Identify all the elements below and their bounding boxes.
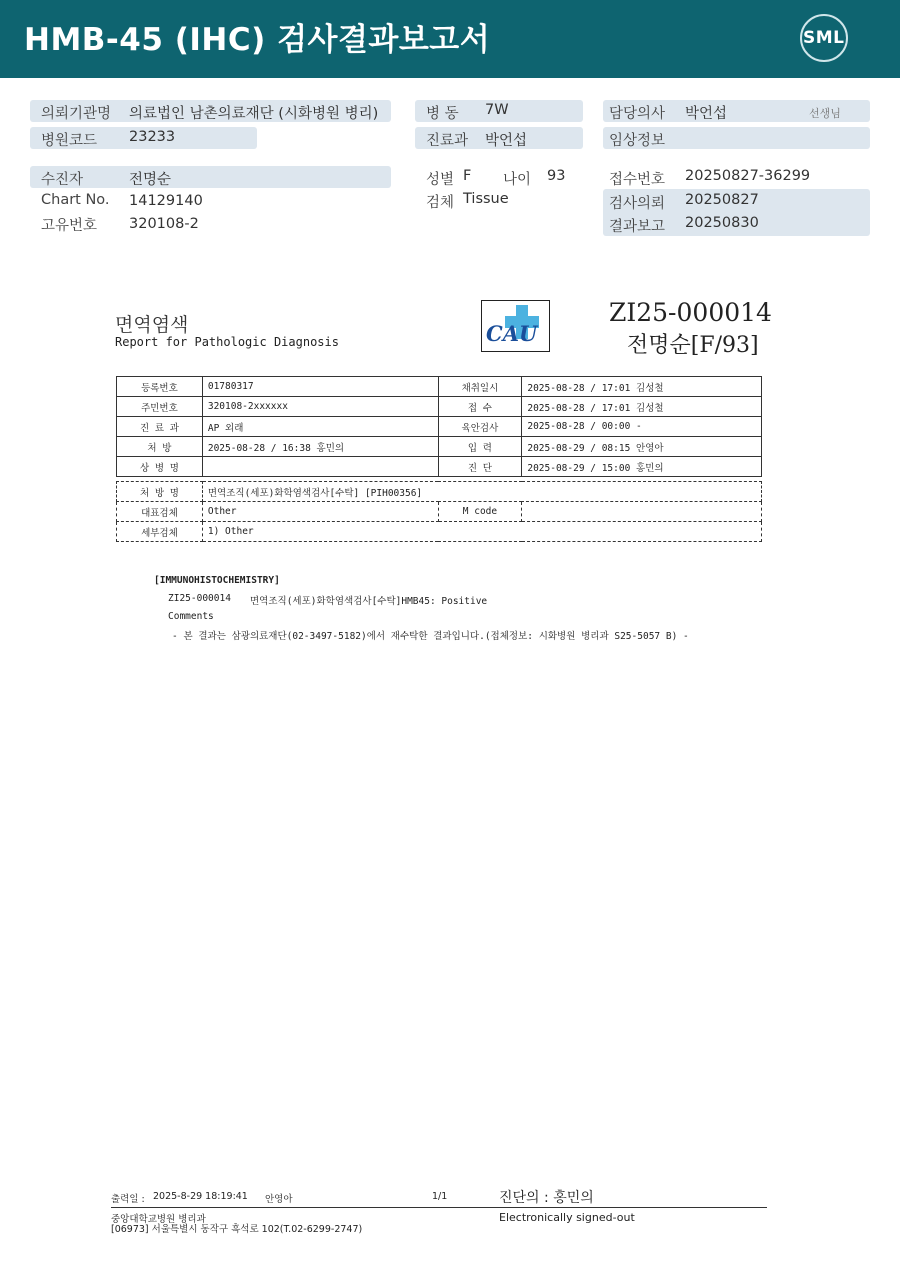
table-cell: 면역조직(세포)화학염색검사[수탁] [PIH00356] <box>202 482 761 502</box>
table-cell: 2025-08-29 / 08:15 안영아 <box>522 437 762 457</box>
cau-logo <box>481 300 550 352</box>
ward-value: 7W <box>485 102 509 118</box>
print-date: 2025-8-29 18:19:41 <box>153 1191 248 1202</box>
table-cell: 320108-2xxxxxx <box>202 397 438 417</box>
table-cell: 육안검사 <box>438 417 522 437</box>
table-cell: 진 료 과 <box>117 417 203 437</box>
table-row <box>117 457 762 477</box>
table-cell: 2025-08-28 / 00:00 - <box>522 417 762 437</box>
table-cell: 상 병 명 <box>117 457 203 477</box>
org-name: 중앙대학교병원 병리과 <box>111 1214 206 1225</box>
ihc-comment: - 본 결과는 삼광의료재단(02-3497-5182)에서 재수탁한 결과입니다.(접체정보: 시화병원 병리과 S25-5057 B) - <box>172 631 689 642</box>
age-value: 93 <box>547 168 566 184</box>
header-bar <box>0 0 900 78</box>
table-cell: Other <box>202 502 438 522</box>
sex-label: 성별 <box>426 172 455 188</box>
table-cell: AP 외래 <box>202 417 438 437</box>
table-cell: 2025-08-29 / 15:00 홍민의 <box>522 457 762 477</box>
table-row <box>117 522 762 542</box>
institution-value: 의료법인 남촌의료재단 (시화병원 병리) <box>129 106 379 122</box>
table-cell: 채취일시 <box>438 377 522 397</box>
institution-label: 의뢰기관명 <box>41 106 112 122</box>
table-row <box>117 397 762 417</box>
embedded-report-title: 면역염색 <box>115 314 189 336</box>
patient-value: 전명순 <box>129 172 172 188</box>
dept-label: 진료과 <box>426 133 469 149</box>
table-row <box>117 437 762 457</box>
table-cell: 2025-08-28 / 17:01 김성철 <box>522 377 762 397</box>
registration-table <box>116 376 762 477</box>
table-cell: 2025-08-28 / 17:01 김성철 <box>522 397 762 417</box>
diag-label: 진단의 : <box>499 1190 549 1206</box>
dept-value: 박언섭 <box>485 133 528 149</box>
table-cell <box>202 457 438 477</box>
reception-value: 20250827-36299 <box>685 168 811 184</box>
order-table <box>116 481 762 542</box>
patient-tag: 전명순[F/93] <box>627 333 759 358</box>
doctor-label: 담당의사 <box>609 106 666 122</box>
sex-value: F <box>463 168 472 184</box>
clinical-label: 임상정보 <box>609 133 666 149</box>
logo-text: SML <box>803 28 845 48</box>
embedded-report-subtitle: Report for Pathologic Diagnosis <box>115 335 339 349</box>
table-cell: 세부검체 <box>117 522 203 542</box>
table-cell: 01780317 <box>202 377 438 397</box>
table-row <box>117 482 762 502</box>
chart-label: Chart No. <box>41 192 110 208</box>
table-cell <box>522 502 762 522</box>
print-label: 출력일 : <box>111 1194 145 1205</box>
specimen-label: 검체 <box>426 195 455 211</box>
table-cell: 처 방 명 <box>117 482 203 502</box>
table-cell: 대표검체 <box>117 502 203 522</box>
report-title: HMB-45 (IHC) 검사결과보고서 <box>24 22 491 58</box>
org-address: [06973] 서울특별시 동작구 흑석로 102(T.02-6299-2747) <box>111 1224 363 1235</box>
request-value: 20250827 <box>685 192 759 208</box>
ward-label: 병 동 <box>426 106 459 122</box>
report-number: ZI25-000014 <box>609 298 772 327</box>
doctor-value: 박언섭 <box>685 106 728 122</box>
table-cell: 접 수 <box>438 397 522 417</box>
diagnosing-doctor <box>499 1187 594 1207</box>
ihc-test-result: 면역조직(세포)화학염색검사[수탁]HMB45: Positive <box>250 596 488 607</box>
band-patient <box>30 166 391 188</box>
printer-name: 안영아 <box>265 1194 293 1205</box>
unique-value: 320108-2 <box>129 216 199 232</box>
hospital-code-value: 23233 <box>129 129 176 145</box>
page-number: 1/1 <box>432 1191 448 1202</box>
footer-divider <box>111 1207 767 1208</box>
cau-logo-text: CAU <box>486 321 538 346</box>
table-row <box>117 377 762 397</box>
diag-name: 홍민의 <box>553 1190 594 1206</box>
table-cell: M code <box>438 502 522 522</box>
table-cell: 처 방 <box>117 437 203 457</box>
ihc-heading: [IMMUNOHISTOCHEMISTRY] <box>154 575 280 586</box>
request-label: 검사의뢰 <box>609 196 666 212</box>
result-value: 20250830 <box>685 215 759 231</box>
doctor-suffix: 선생님 <box>809 107 841 120</box>
table-row <box>117 502 762 522</box>
table-cell: 2025-08-28 / 16:38 홍민의 <box>202 437 438 457</box>
reception-label: 접수번호 <box>609 172 666 188</box>
ihc-number: ZI25-000014 <box>168 593 231 604</box>
ihc-comments-label: Comments <box>168 611 214 622</box>
unique-label: 고유번호 <box>41 218 98 234</box>
patient-label: 수진자 <box>41 172 84 188</box>
table-cell: 1) Other <box>202 522 761 542</box>
table-cell: 입 력 <box>438 437 522 457</box>
result-label: 결과보고 <box>609 219 666 235</box>
sml-logo <box>796 14 852 64</box>
table-cell: 진 단 <box>438 457 522 477</box>
table-row <box>117 417 762 437</box>
hospital-code-label: 병원코드 <box>41 133 98 149</box>
age-label: 나이 <box>503 172 532 188</box>
specimen-value: Tissue <box>463 191 509 207</box>
table-cell: 주민번호 <box>117 397 203 417</box>
e-signature: Electronically signed-out <box>499 1211 635 1224</box>
table-cell: 등록번호 <box>117 377 203 397</box>
chart-value: 14129140 <box>129 193 203 209</box>
